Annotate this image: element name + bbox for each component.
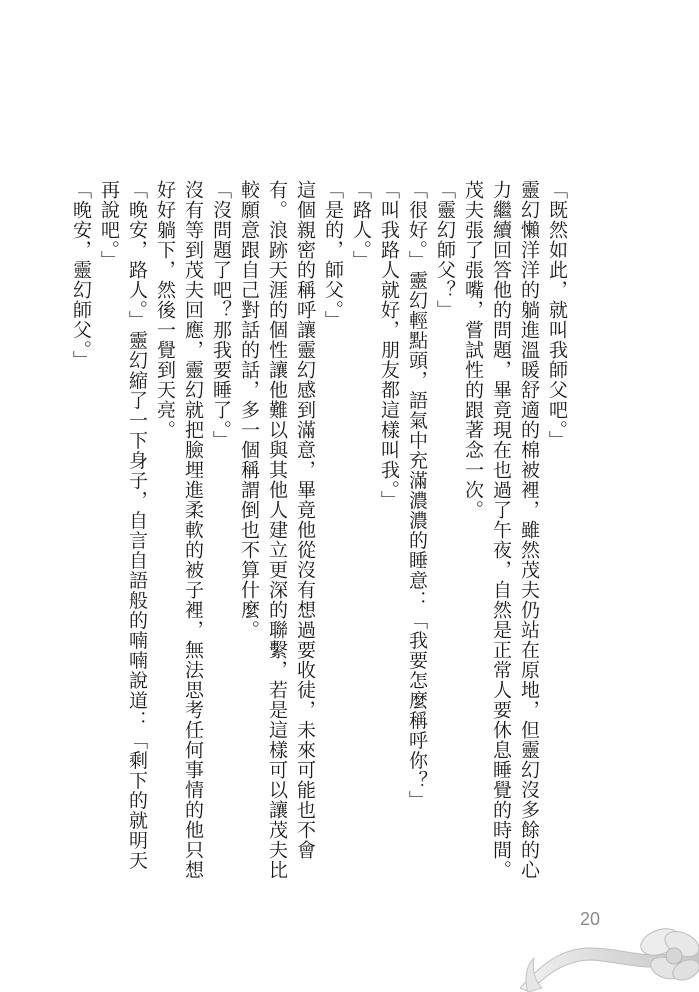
ribbon-bow-icon [520,918,699,992]
paragraph: 沒有等到茂夫回應，靈幻就把臉埋進柔軟的被子裡，無法思考任何事情的他只想好好躺下，然後一覺到天亮。 [154,180,204,880]
paragraph: 「是的，師父。」 [322,180,344,331]
paragraph: 「沒問題了吧？那我要睡了。」 [210,180,232,451]
paragraph: 這個親密的稱呼讓靈幻感到滿意，畢竟他從沒有想過要收徒，未來可能也不會有。浪跡天涯的個性讓他難以與其他人建立更深的聯繫，若是這樣可以讓茂夫比較願意跟自己對話的話，多一個稱謂倒也不算什麼。 [238,180,316,880]
paragraph: 「叫我路人就好，朋友都這樣叫我。」 [378,180,400,511]
paragraph: 「晚安，靈幻師父。」 [70,180,92,371]
paragraph: 「路人。」 [350,180,372,271]
body-text [67,180,571,880]
paragraph: 「靈幻師父？」 [434,180,456,320]
paragraph: 「晚安，路人。」靈幻縮了一下身子，自言自語般的喃喃說道：「剩下的就明天再說吧。」 [98,180,148,871]
paragraph: 靈幻懶洋洋的躺進溫暖舒適的棉被裡，雖然茂夫仍站在原地，但靈幻沒多餘的心力繼續回答他的問題，畢竟現在也過了午夜，自然是正常人要休息睡覺的時間。 [490,180,540,880]
paragraph: 「既然如此，就叫我師父吧。」 [546,180,568,451]
paragraph: 茂夫張了張嘴，嘗試性的跟著念一次。 [462,180,484,520]
paragraph: 「很好。」靈幻輕點頭，語氣中充滿濃濃的睡意：「我要怎麼稱呼你？」 [406,180,428,811]
page-number: 20 [580,909,601,929]
